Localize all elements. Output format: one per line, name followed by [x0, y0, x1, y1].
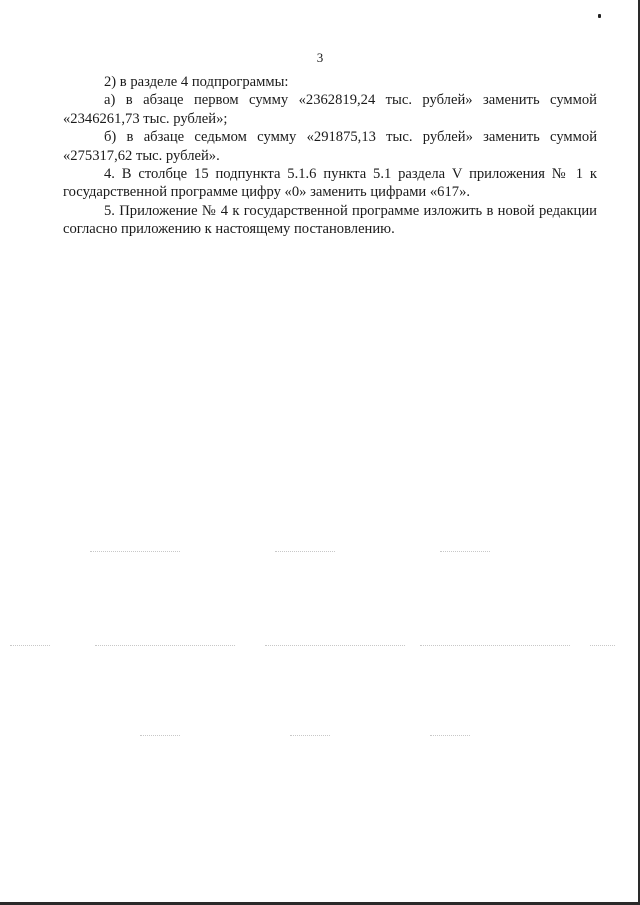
bleed-through-line	[90, 551, 180, 553]
bleed-through-line	[430, 735, 470, 737]
paragraph-item-b: б) в абзаце седьмом сумму «291875,13 тыс. рублей» заменить суммой «275317,62 тыс. рублей».	[63, 129, 597, 164]
bleed-through-line	[590, 645, 615, 647]
document-body	[63, 73, 597, 239]
paragraph-section4-heading: 2) в разделе 4 подпрограммы:	[104, 74, 289, 90]
bleed-through-line	[290, 735, 330, 737]
bleed-through-line	[140, 735, 180, 737]
page-number: 3	[316, 50, 324, 65]
bleed-through-line	[265, 645, 405, 647]
bleed-through-line	[275, 551, 335, 553]
bleed-through-line	[10, 645, 50, 647]
bleed-through-line	[440, 551, 490, 553]
bleed-through-line	[420, 645, 570, 647]
paragraph-item-5: 5. Приложение № 4 к государственной программе изложить в новой редакции согласно приложению к настоящему постановлению.	[63, 202, 597, 238]
bleed-through-line	[95, 645, 235, 647]
paragraph-item-a: а) в абзаце первом сумму «2362819,24 тыс. рублей» заменить суммой «2346261,73 тыс. рублей»;	[63, 92, 597, 127]
scan-speck	[598, 14, 601, 18]
paragraph-item-4: 4. В столбце 15 подпункта 5.1.6 пункта 5.1 раздела V приложения № 1 к государственной программе цифру «0» заменить цифрами «617».	[63, 166, 597, 201]
